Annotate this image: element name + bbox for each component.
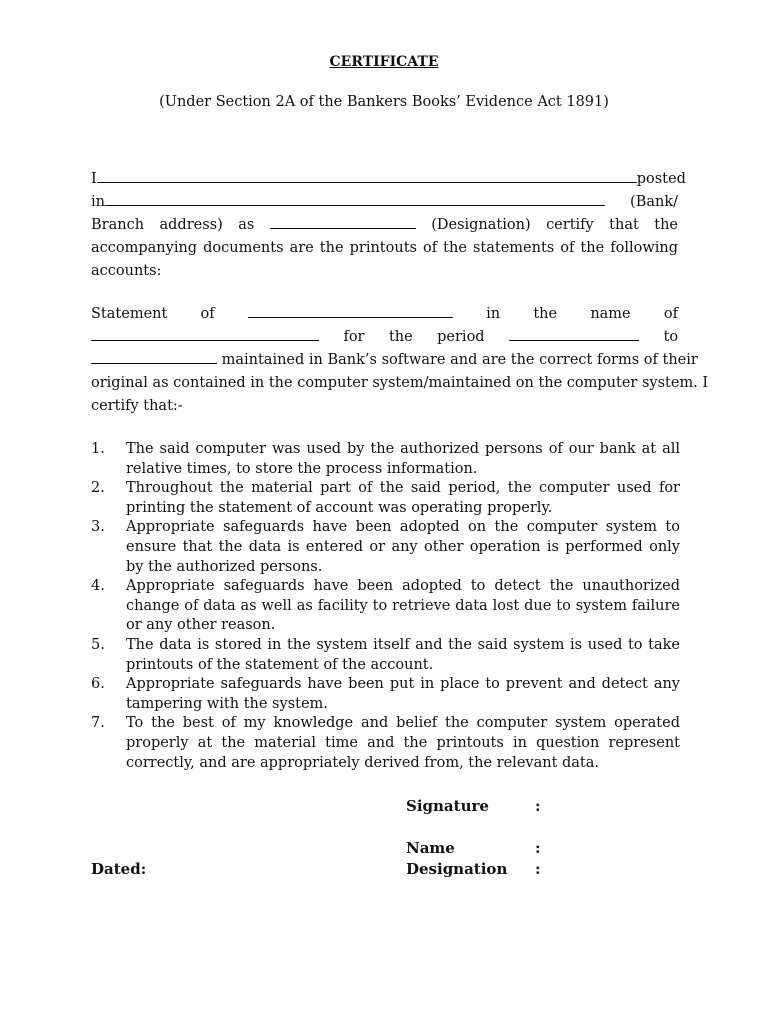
para2-line-1 <box>91 303 678 326</box>
para2-line-4: original as contained in the computer system/maintained on the computer system. I <box>91 375 709 391</box>
list-item-text: Appropriate safeguards have been adopted to detect the unauthorized change of data as well as facility to retrieve data lost due to system failure or any other reason. <box>126 578 680 634</box>
para1-line-2 <box>91 191 678 214</box>
para1-line-3 <box>91 214 678 237</box>
list-item <box>91 577 680 636</box>
para2-line-5: certify that:- <box>91 398 183 414</box>
list-item <box>91 479 680 518</box>
para2-text: name <box>590 306 631 322</box>
para2-text: maintained in Bank’s software and are the correct forms of their <box>221 352 698 368</box>
account-name-blank[interactable] <box>91 326 319 341</box>
list-item-number: 3. <box>91 519 105 536</box>
list-item-text: To the best of my knowledge and belief the computer system operated properly at the material time and the printouts in question represent correctly, and are appropriately derived from, the relevant data. <box>126 715 680 771</box>
para2-text: period <box>437 329 485 345</box>
para1-text: posted <box>636 171 686 187</box>
para2-text: the <box>533 306 558 322</box>
list-item <box>91 440 680 479</box>
list-item <box>91 675 680 714</box>
para2-text: of <box>663 306 678 322</box>
name-label: Name <box>406 839 455 857</box>
list-item-number: 2. <box>91 480 105 497</box>
para2-text: the <box>388 329 413 345</box>
para2-text: of <box>200 306 215 322</box>
para1-text: Branch <box>91 217 145 233</box>
para2-text: Statement <box>91 306 168 322</box>
para1-text: address) <box>159 217 223 233</box>
list-item-number: 1. <box>91 441 105 457</box>
bank-branch-blank[interactable] <box>105 191 605 206</box>
list-item-number: 6. <box>91 676 105 693</box>
para1-text: as <box>238 217 255 233</box>
officer-name-blank[interactable] <box>97 168 637 183</box>
list-item <box>91 518 680 577</box>
signature-colon: : <box>535 797 541 815</box>
list-item-text: The data is stored in the system itself and the said system is used to take printouts of the statement of the account. <box>126 636 680 673</box>
list-item-number: 4. <box>91 578 105 595</box>
para2-line-3 <box>91 349 698 372</box>
designation-blank[interactable] <box>270 214 416 229</box>
para2-line-2 <box>91 326 678 349</box>
list-item <box>91 714 680 773</box>
list-item-number: 7. <box>91 715 105 732</box>
para2-text: in <box>486 306 501 322</box>
certification-list <box>91 440 680 773</box>
list-item <box>91 636 680 675</box>
list-item-text: Appropriate safeguards have been put in place to prevent and detect any tampering with the system. <box>126 676 680 712</box>
para1-line-5: accounts: <box>91 263 162 279</box>
list-item-text: Throughout the material part of the said period, the computer used for printing the statement of account was operating properly. <box>126 480 680 516</box>
signature-label: Signature <box>406 797 489 815</box>
list-item-text: Appropriate safeguards have been adopted on the computer system to ensure that the data is entered or any other operation is performed only by the authorized persons. <box>126 519 680 575</box>
statement-of-blank[interactable] <box>248 303 453 318</box>
statement-paragraph <box>91 303 709 418</box>
para1-text: (Designation) <box>431 217 531 233</box>
para1-text: the <box>654 217 679 233</box>
declaration-paragraph <box>91 168 686 283</box>
period-to-blank[interactable] <box>91 349 217 364</box>
para2-text: for <box>343 329 365 345</box>
para1-text: in <box>91 194 105 210</box>
para1-line-1 <box>91 168 686 191</box>
para1-text: I <box>91 171 97 187</box>
para1-text: certify <box>546 217 594 233</box>
para2-text: to <box>663 329 679 345</box>
para1-text: that <box>609 217 639 233</box>
dated-label: Dated: <box>91 860 147 878</box>
document-subtitle: (Under Section 2A of the Bankers Books’ Evidence Act 1891) <box>159 94 609 110</box>
list-item-text: The said computer was used by the authorized persons of our bank at all relative times, to store the process information. <box>126 441 680 477</box>
list-item-number: 5. <box>91 636 105 653</box>
designation-colon: : <box>535 860 541 878</box>
designation-label: Designation <box>406 860 508 878</box>
period-from-blank[interactable] <box>509 326 639 341</box>
para1-line-4: accompanying documents are the printouts of the statements of the following <box>91 240 678 256</box>
name-colon: : <box>535 839 541 857</box>
para1-text: (Bank/ <box>630 194 678 210</box>
document-title: CERTIFICATE <box>329 54 439 70</box>
